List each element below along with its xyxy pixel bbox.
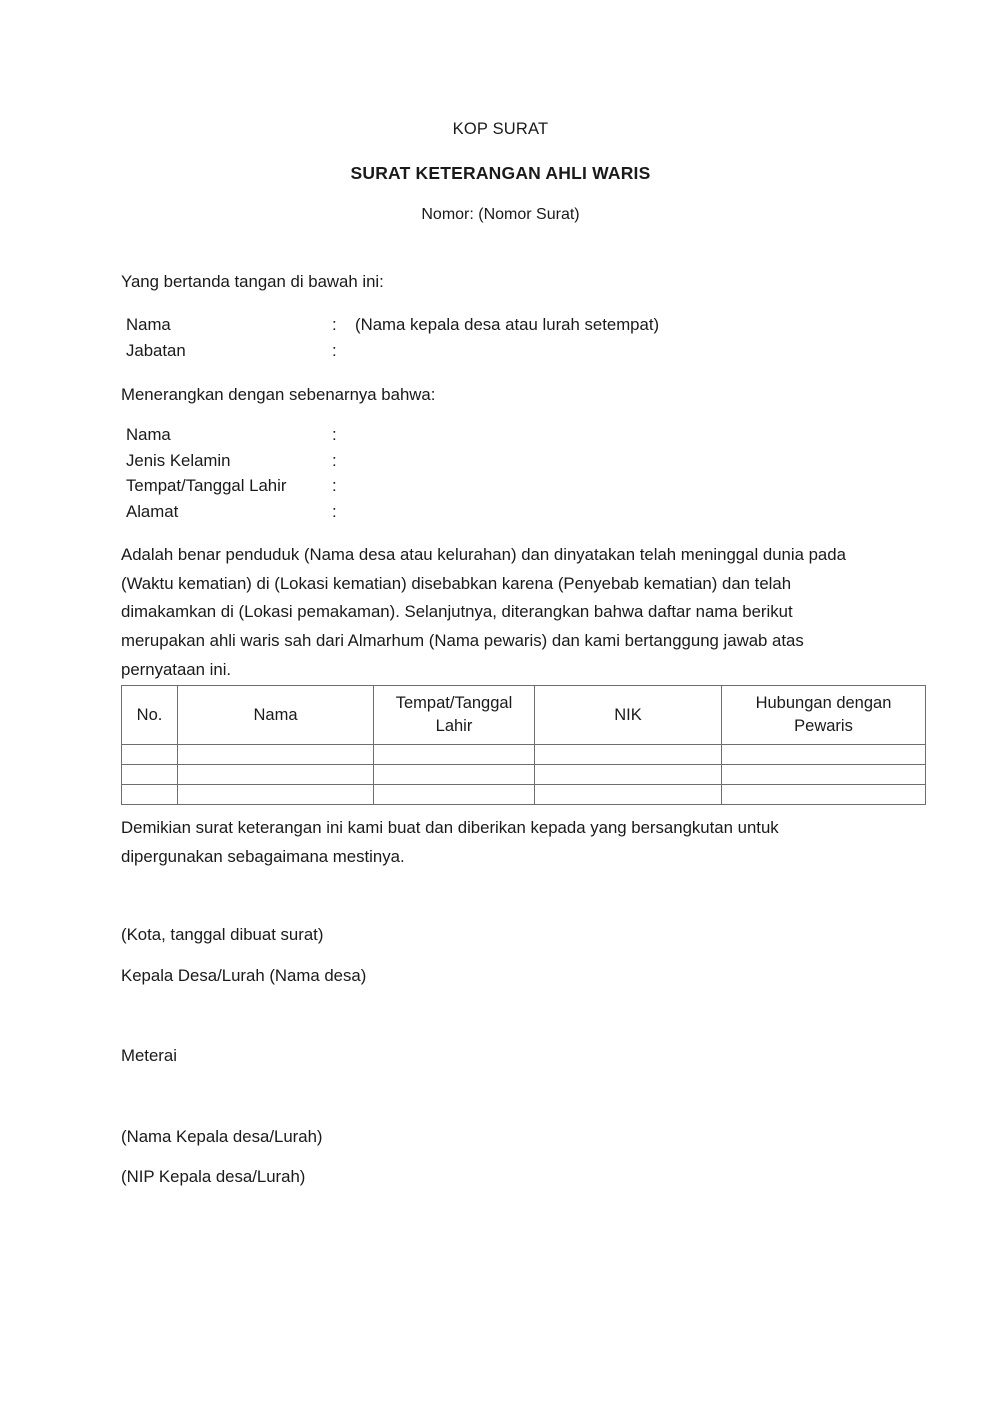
field-label: Jenis Kelamin	[126, 450, 231, 470]
table-row	[122, 785, 926, 805]
table-cell[interactable]	[374, 745, 535, 765]
field-label: Jabatan	[126, 340, 186, 360]
column-header-hubungan-dengan-pewaris: Hubungan dengan Pewaris	[722, 686, 926, 745]
table-cell[interactable]	[535, 765, 722, 785]
signer-field-list	[126, 312, 659, 363]
table-cell[interactable]	[122, 765, 178, 785]
page-title: SURAT KETERANGAN AHLI WARIS	[350, 163, 651, 183]
field-row	[126, 473, 355, 499]
table-row	[122, 745, 926, 765]
field-colon: :	[332, 476, 337, 495]
field-value: (Nama kepala desa atau lurah setempat)	[355, 315, 660, 334]
table-cell[interactable]	[122, 785, 178, 805]
field-colon: :	[332, 425, 337, 444]
signature-city-date: (Kota, tanggal dibuat surat)	[121, 925, 324, 944]
field-colon: :	[332, 501, 337, 521]
table-header-row	[122, 686, 926, 745]
table-cell[interactable]	[374, 765, 535, 785]
field-colon: :	[332, 340, 337, 360]
field-row	[126, 422, 355, 448]
field-row	[126, 448, 355, 474]
signature-stamp-label: Meterai	[121, 1046, 177, 1065]
document-number: Nomor: (Nomor Surat)	[421, 206, 580, 223]
column-header-nik: NIK	[535, 686, 722, 745]
deceased-field-list	[126, 422, 355, 524]
table-cell[interactable]	[535, 785, 722, 805]
field-row	[126, 312, 659, 338]
field-label: Nama	[126, 315, 171, 334]
closing-paragraph: Demikian surat keterangan ini kami buat dan diberikan kepada yang bersangkutan untuk dipergunakan sebagaimana mestinya.	[121, 818, 779, 866]
field-colon: :	[332, 315, 337, 334]
letterhead-label: KOP SURAT	[452, 120, 549, 138]
field-label: Alamat	[126, 501, 179, 521]
table-row	[122, 765, 926, 785]
table-cell[interactable]	[722, 785, 926, 805]
column-header-tempat-tanggal-lahir: Tempat/Tanggal Lahir	[374, 686, 535, 745]
table-cell[interactable]	[535, 745, 722, 765]
signature-name: (Nama Kepala desa/Lurah)	[121, 1127, 323, 1146]
document-header	[121, 118, 880, 226]
table-cell[interactable]	[722, 745, 926, 765]
column-header-nama: Nama	[178, 686, 374, 745]
table-cell[interactable]	[178, 785, 374, 805]
intro-line-deceased: Menerangkan dengan sebenarnya bahwa:	[121, 385, 436, 404]
table-cell[interactable]	[122, 745, 178, 765]
table-cell[interactable]	[374, 785, 535, 805]
intro-line-signer: Yang bertanda tangan di bawah ini:	[121, 272, 384, 291]
field-row	[126, 338, 659, 364]
table-cell[interactable]	[178, 765, 374, 785]
column-header-no: No.	[122, 686, 178, 745]
table-cell[interactable]	[722, 765, 926, 785]
main-paragraph: Adalah benar penduduk (Nama desa atau kelurahan) dan dinyatakan telah meninggal dunia pada (Waktu kematian) di (Lokasi kematian) disebabkan karena (Penyebab kematian) dan telah dimakamkan di (Lokasi pemakaman). Selanjutnya, diterangkan bahwa daftar nama berikut merupakan ahli waris sah dari Almarhum (Nama pewaris) dan kami bertanggung jawab atas pernyataan ini.	[121, 545, 846, 679]
signature-role: Kepala Desa/Lurah (Nama desa)	[121, 966, 367, 985]
field-label: Tempat/Tanggal Lahir	[126, 476, 287, 495]
field-row	[126, 499, 355, 525]
heirs-table	[121, 685, 926, 805]
field-label: Nama	[126, 425, 171, 444]
signature-nip: (NIP Kepala desa/Lurah)	[121, 1167, 306, 1186]
table-cell[interactable]	[178, 745, 374, 765]
field-colon: :	[332, 450, 337, 470]
